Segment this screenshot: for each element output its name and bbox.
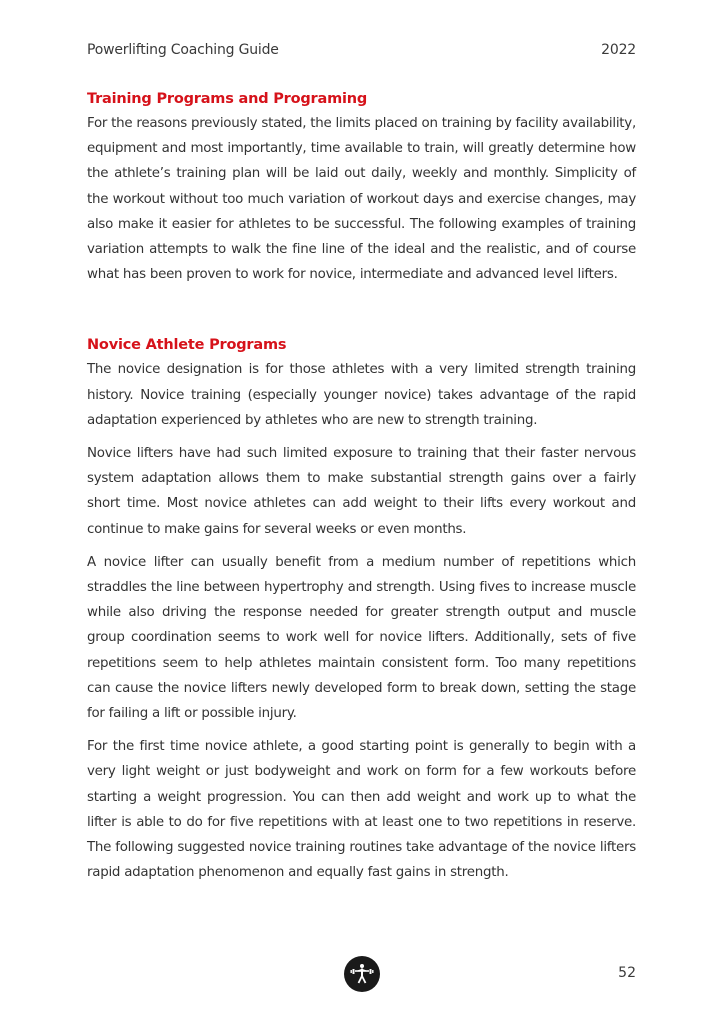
- paragraph: Novice lifters have had such limited exposure to training that their faster nervous system adaptation allows them to make substantial strength gains over a fairly short time. Most novice athletes can add weight to their lifts every workout and continue to make gains for several weeks or even months.: [87, 446, 636, 537]
- section-heading: Training Programs and Programing: [87, 91, 368, 107]
- document-year: 2022: [601, 42, 636, 58]
- paragraph: For the reasons previously stated, the limits placed on training by facility availability, equipment and most importantly, time available to train, will greatly determine how the athlete’s training plan will be laid out daily, weekly and monthly. Simplicity of the workout without too much variation of workout days and exercise changes, may also make it easier for athletes to be successful. The following examples of training variation attempts to walk the fine line of the ideal and the realistic, and of course what has been proven to work for novice, intermediate and advanced level lifters.: [87, 116, 636, 283]
- page-header: [87, 42, 636, 58]
- spacer: [87, 542, 636, 550]
- page-content: [87, 87, 636, 885]
- weightlifter-icon: [344, 956, 380, 992]
- document-title: Powerlifting Coaching Guide: [87, 42, 279, 58]
- section-heading: Novice Athlete Programs: [87, 337, 287, 354]
- section-novice-programs: [87, 333, 636, 885]
- spacer: [87, 726, 636, 734]
- paragraph: The novice designation is for those athletes with a very limited strength training history. Novice training (especially younger novice) takes advantage of the rapid adaptation experienced by athletes who are new to strength training.: [87, 362, 636, 428]
- spacer: [87, 287, 636, 333]
- paragraph: For the first time novice athlete, a good starting point is generally to begin with a very light weight or just bodyweight and work on form for a few workouts before starting a weight progression. You can then add weight and work up to what the lifter is able to do for five repetitions with at least one to two repetitions in reserve. The following suggested novice training routines take advantage of the novice lifters rapid adaptation phenomenon and equally fast gains in strength.: [87, 739, 636, 881]
- section-training-programs: [87, 87, 636, 287]
- spacer: [87, 433, 636, 441]
- page-number: 52: [618, 965, 636, 981]
- paragraph: A novice lifter can usually benefit from a medium number of repetitions which straddles the line between hypertrophy and strength. Using fives to increase muscle while also driving the response needed for greater strength output and muscle group coordination seems to work well for novice lifters. Additionally, sets of five repetitions seem to help athletes maintain consistent form. Too many repetitions can cause the novice lifters newly developed form to break down, setting the stage for failing a lift or possible injury.: [87, 554, 636, 722]
